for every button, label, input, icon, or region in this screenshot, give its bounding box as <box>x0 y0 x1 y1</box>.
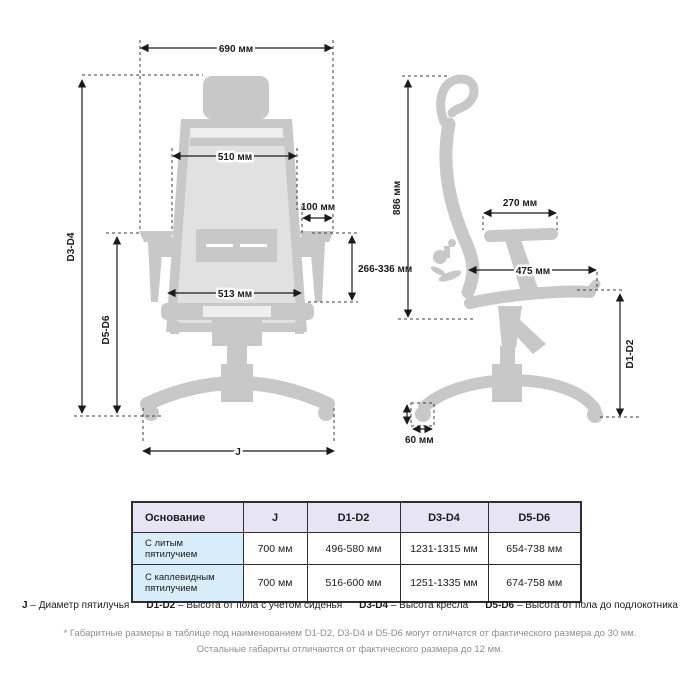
legend-term: D3-D4 <box>359 600 389 611</box>
table-cell: 700 мм <box>243 565 307 603</box>
table-cell: 496-580 мм <box>307 533 400 565</box>
front-mechanism <box>212 320 262 346</box>
dim-label-seat-depth: 475 мм <box>515 266 551 277</box>
table-cell-base: С литым пятилучием <box>132 533 243 565</box>
front-armrest-pad-right <box>299 231 334 242</box>
legend-item <box>22 600 129 611</box>
legend-desc: – Высота от пола с учетом сиденья <box>178 600 343 611</box>
front-armrest-support-left <box>148 242 163 302</box>
table-cell: 516-600 мм <box>307 565 400 603</box>
column-header-d5d6: D5-D6 <box>488 502 581 533</box>
legend-term: D1-D2 <box>146 600 176 611</box>
side-headrest <box>441 79 474 122</box>
dim-label-d5d6: D5-D6 <box>101 315 112 345</box>
dim-label-armrest-offset: 100 мм <box>300 202 336 213</box>
dim-label-base-diameter: J <box>235 447 241 458</box>
side-knob-stem <box>444 246 450 258</box>
dim-label-backrest-width: 510 мм <box>217 152 253 163</box>
dimensions-table <box>131 501 582 603</box>
side-wheel-right <box>587 407 603 423</box>
side-knob-cap <box>448 239 456 247</box>
footnote-line-2: Остальные габариты отличаются от фактического размера до 12 мм. <box>196 644 504 655</box>
legend-term: D5-D6 <box>485 600 515 611</box>
column-header-d1d2: D1-D2 <box>307 502 400 533</box>
front-armrest-pad-left <box>139 231 174 242</box>
front-wheel-right <box>318 405 334 421</box>
legend <box>0 600 700 611</box>
table-row <box>132 533 581 565</box>
table-cell: 674-758 мм <box>488 565 581 603</box>
front-seat-arm-left <box>176 323 210 332</box>
legend-desc: – Высота кресла <box>390 600 469 611</box>
side-seat <box>470 291 590 303</box>
front-wheel-left <box>143 405 159 421</box>
front-view-chair-drawing <box>139 76 334 421</box>
legend-item <box>485 600 678 611</box>
dim-label-total-width: 690 мм <box>218 44 254 55</box>
side-seat-lip <box>589 284 596 292</box>
front-seat-insert <box>203 306 271 317</box>
front-seat-tab-right <box>295 321 304 334</box>
side-wheel-left <box>415 406 431 422</box>
side-gas-lift <box>500 346 515 366</box>
dim-label-armrest-height: 266-336 мм <box>358 264 413 275</box>
legend-desc: – Высота от пола до подлокотника <box>516 600 678 611</box>
table-cell: 700 мм <box>243 533 307 565</box>
table-row <box>132 565 581 603</box>
column-header-base: Основание <box>132 502 243 533</box>
table-cell: 1231-1315 мм <box>400 533 488 565</box>
dim-label-d3d4: D3-D4 <box>66 232 77 262</box>
table-header-row <box>132 502 581 533</box>
side-lever-small <box>430 265 447 278</box>
legend-item <box>146 600 342 611</box>
front-lumbar-line-right <box>240 244 267 247</box>
legend-term: J <box>22 600 28 611</box>
front-gas-lift <box>227 346 247 366</box>
front-seat-tab-left <box>170 321 179 334</box>
side-view-chair-drawing <box>415 79 603 423</box>
column-header-d3d4: D3-D4 <box>400 502 488 533</box>
front-backrest-bar <box>190 138 285 146</box>
dim-label-back-height: 886 мм <box>392 180 403 216</box>
side-backrest <box>446 124 473 292</box>
front-lumbar-line-left <box>206 244 233 247</box>
front-seat-arm-right <box>264 323 298 332</box>
front-backrest-top-slat <box>191 128 283 137</box>
front-headrest <box>203 76 269 119</box>
legend-item <box>359 600 468 611</box>
dim-label-wheel-size: 60 мм <box>405 435 434 446</box>
column-header-j: J <box>243 502 307 533</box>
dim-label-d1d2: D1-D2 <box>625 339 636 369</box>
dim-label-seat-width: 513 мм <box>217 289 253 300</box>
table-cell: 1251-1335 мм <box>400 565 488 603</box>
footnote-line-1: * Габаритные размеры в таблице под наименованием D1-D2, D3-D4 и D5-D6 могут отличатся от фактического размера до 30 мм. <box>63 628 637 639</box>
legend-desc: – Диаметр пятилучья <box>30 600 130 611</box>
table-cell: 654-738 мм <box>488 533 581 565</box>
table-cell-base: С каплевидным пятилучием <box>132 565 243 603</box>
front-armrest-support-right <box>310 242 325 302</box>
dim-label-armrest-pad: 270 мм <box>502 198 538 209</box>
